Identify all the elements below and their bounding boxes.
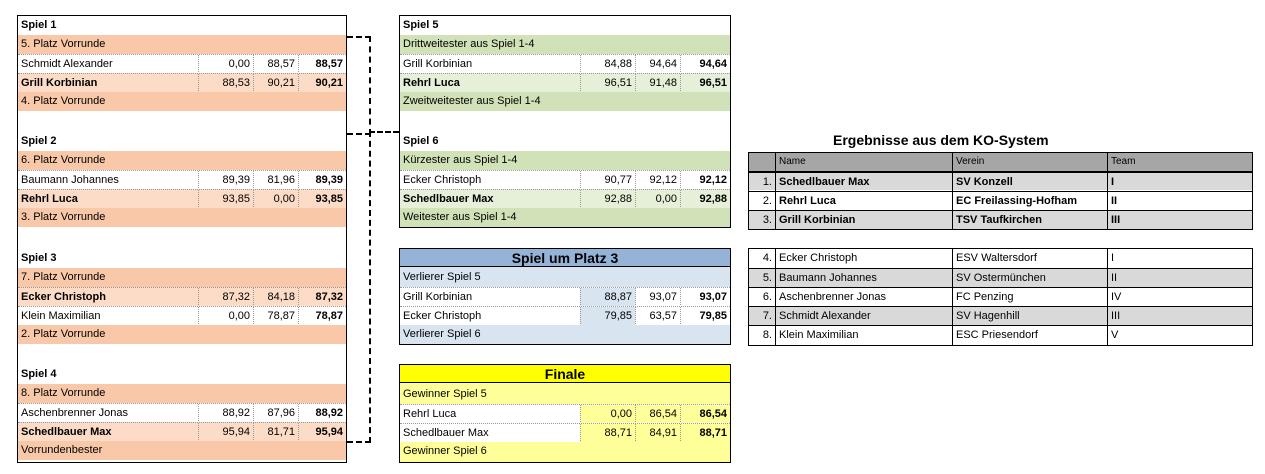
game-1-player-1: Schmidt Alexander 0,00 88,57 88,57	[18, 54, 346, 73]
final-bottom-label: Gewinner Spiel 6	[400, 442, 730, 461]
game-6-title: Spiel 6	[403, 135, 439, 147]
game-1-bottom-label: 4. Platz Vorrunde	[18, 92, 346, 111]
results-row-3: 3. Grill Korbinian TSV Taufkirchen III	[749, 210, 1252, 229]
game-2-title: Spiel 2	[21, 135, 57, 147]
results-header-club: Verein	[952, 153, 1107, 172]
game-5-player-1: Grill Korbinian 84,88 94,64 94,64	[400, 54, 730, 73]
bracket-connector-top	[347, 36, 371, 135]
game-2-bottom-label: 3. Platz Vorrunde	[18, 208, 346, 227]
game-6-player-1: Ecker Christoph 90,77 92,12 92,12	[400, 170, 730, 189]
game-3-player-2: Klein Maximilian 0,00 78,87 78,87	[18, 306, 346, 325]
game-2-top-label: 6. Platz Vorrunde	[18, 151, 346, 170]
results-header-team: Team	[1107, 153, 1251, 172]
game-3-top-label: 7. Platz Vorrunde	[18, 268, 346, 287]
game-5-title: Spiel 5	[403, 19, 439, 31]
results-header-row	[749, 153, 1252, 171]
final-player-1: Rehrl Luca 0,00 86,54 86,54	[400, 404, 730, 423]
game-3-player-1: Ecker Christoph 87,32 84,18 87,32	[18, 287, 346, 306]
results-row-8: 8. Klein Maximilian ESC Priesendorf V	[749, 325, 1252, 345]
results-podium-table	[748, 152, 1253, 230]
results-row-2: 2. Rehrl Luca EC Freilassing-Hofham II	[749, 191, 1252, 210]
third-place-top-label: Verlierer Spiel 5	[400, 268, 730, 287]
final-title: Finale	[400, 365, 730, 383]
third-place-game	[399, 248, 731, 345]
game-5-top-label: Drittweitester aus Spiel 1-4	[400, 35, 730, 54]
game-4-player-2: Schedlbauer Max 95,94 81,71 95,94	[18, 422, 346, 441]
results-title: Ergebnisse aus dem KO-System	[833, 132, 1049, 148]
bracket-connector-bottom	[347, 131, 371, 443]
third-place-bottom-label: Verlierer Spiel 6	[400, 325, 730, 344]
final-player-2: Schedlbauer Max 88,71 84,91 88,71	[400, 423, 730, 442]
third-place-player-1: Grill Korbinian 88,87 93,07 93,07	[400, 287, 730, 306]
game-5-player-2: Rehrl Luca 96,51 91,48 96,51	[400, 73, 730, 92]
bracket-connector-link	[369, 131, 399, 133]
semifinal-column	[399, 15, 731, 228]
game-2-player-2: Rehrl Luca 93,85 0,00 93,85	[18, 189, 346, 208]
game-6-player-2: Schedlbauer Max 92,88 0,00 92,88	[400, 189, 730, 208]
third-place-player-2: Ecker Christoph 79,85 63,57 79,85	[400, 306, 730, 325]
game-2-player-1: Baumann Johannes 89,39 81,96 89,39	[18, 170, 346, 189]
game-6-bottom-label: Weitester aus Spiel 1-4	[400, 208, 730, 227]
game-1-top-label: 5. Platz Vorrunde	[18, 35, 346, 54]
final-game	[399, 364, 731, 463]
game-4-player-1: Aschenbrenner Jonas 88,92 87,96 88,92	[18, 403, 346, 422]
game-6-top-label: Kürzester aus Spiel 1-4	[400, 151, 730, 170]
game-1-player-2: Grill Korbinian 88,53 90,21 90,21	[18, 73, 346, 92]
game-4-bottom-label: Vorrundenbester	[18, 441, 346, 460]
results-row-1: 1. Schedlbauer Max SV Konzell I	[749, 171, 1252, 190]
game-5-bottom-label: Zweitweitester aus Spiel 1-4	[400, 92, 730, 111]
results-row-5: 5. Baumann Johannes SV Ostermünchen II	[749, 268, 1252, 287]
results-row-4: 4. Ecker Christoph ESV Waltersdorf I	[749, 249, 1252, 268]
third-place-title: Spiel um Platz 3	[400, 249, 730, 267]
results-header-name: Name	[775, 153, 952, 172]
results-row-6: 6. Aschenbrenner Jonas FC Penzing IV	[749, 287, 1252, 306]
game-4-title: Spiel 4	[21, 368, 57, 380]
results-others-table	[748, 248, 1253, 346]
left-bracket-column	[17, 15, 347, 463]
game-4-top-label: 8. Platz Vorrunde	[18, 384, 346, 403]
game-3-bottom-label: 2. Platz Vorrunde	[18, 325, 346, 344]
final-top-label: Gewinner Spiel 5	[400, 385, 730, 404]
game-1-title: Spiel 1	[21, 19, 57, 31]
game-3-title: Spiel 3	[21, 252, 57, 264]
results-row-7: 7. Schmidt Alexander SV Hagenhill III	[749, 306, 1252, 325]
